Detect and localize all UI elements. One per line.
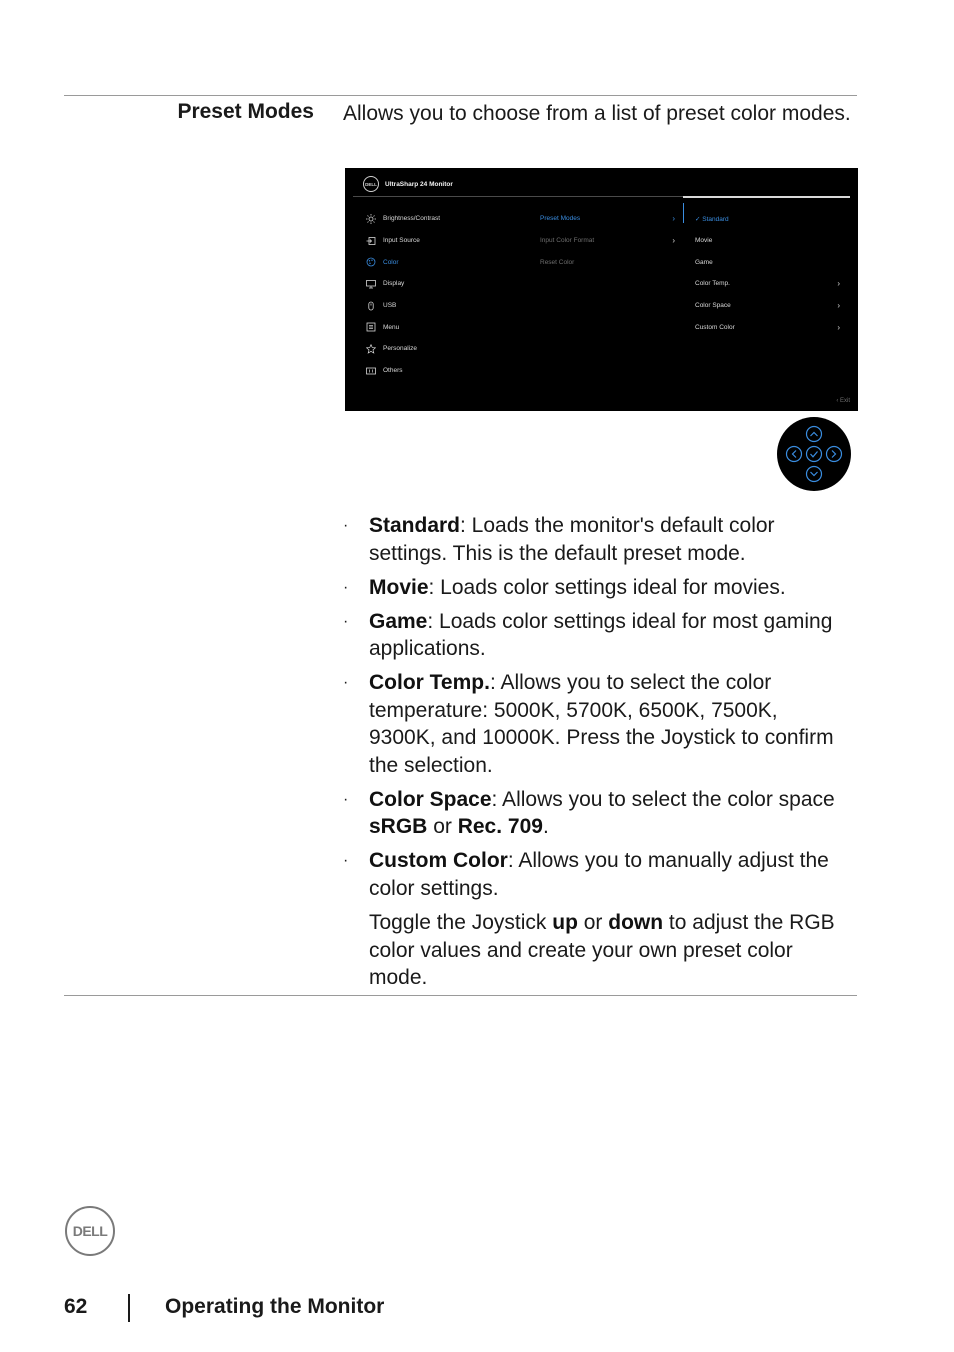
- input-source-icon: [365, 235, 376, 246]
- bullet-icon: ·: [343, 674, 349, 691]
- osd-option-game[interactable]: [695, 251, 840, 273]
- table-top-rule: [64, 95, 857, 96]
- list-item-text: or: [427, 815, 458, 838]
- osd-submenu-label: Input Color Format: [540, 237, 595, 245]
- section-title: Operating the Monitor: [165, 1295, 385, 1318]
- others-icon: [365, 365, 376, 376]
- chevron-right-icon: ›: [837, 322, 840, 332]
- osd-title: UltraSharp 24 Monitor: [385, 180, 453, 188]
- list-item-term: Standard: [369, 514, 461, 537]
- list-item-note: [369, 909, 848, 992]
- list-item-term: Movie: [369, 575, 429, 599]
- footer-separator: [128, 1294, 130, 1322]
- osd-menu-item-color[interactable]: [365, 251, 440, 273]
- list-item-text: : Loads color settings ideal for most gaming applications.: [369, 609, 833, 660]
- chevron-right-icon: ›: [672, 236, 675, 246]
- dell-logo-icon: DELL: [65, 1206, 115, 1256]
- color-palette-icon: [365, 257, 376, 268]
- list-item-color-space: [343, 786, 848, 841]
- list-item-text: .: [542, 815, 549, 838]
- list-item-custom-color: [343, 847, 848, 992]
- list-item-text: : Allows you to manually adjust the color settings.: [369, 849, 829, 900]
- osd-option-label: Game: [695, 258, 713, 266]
- osd-submenu-label: Preset Modes: [540, 215, 581, 223]
- list-item-text: : Allows you to select the color temperature: 5000K, 5700K, 6500K, 7500K, 9300K, and 10000K. Press the Joystick to confirm the selection.: [369, 671, 834, 777]
- list-item-term: Color Temp.: [369, 671, 490, 694]
- osd-menu-label: Color: [383, 258, 399, 266]
- brightness-icon: [365, 213, 376, 224]
- list-item-bold: sRGB: [369, 815, 428, 838]
- osd-option-color-space[interactable]: [695, 295, 840, 317]
- note-text: Toggle the Joystick: [369, 911, 553, 934]
- list-item-bold: Rec. 709: [457, 815, 543, 838]
- bullet-icon: ·: [343, 578, 349, 596]
- chevron-right-icon: ›: [837, 279, 840, 289]
- page-number: 62: [64, 1295, 88, 1318]
- osd-option-label: Color Temp.: [695, 280, 730, 288]
- osd-menu-item-brightness[interactable]: [365, 208, 440, 230]
- menu-icon: [365, 322, 376, 333]
- preset-modes-list: [343, 512, 848, 998]
- bullet-icon: ·: [343, 612, 349, 630]
- osd-menu-label: Menu: [383, 323, 400, 331]
- list-item-text: : Allows you to select the color space: [491, 787, 835, 811]
- osd-menu-item-usb[interactable]: [365, 295, 440, 317]
- osd-option-custom-color[interactable]: [695, 316, 840, 338]
- dell-logo-icon: DELL: [363, 176, 379, 192]
- osd-screenshot: [345, 168, 858, 411]
- osd-menu-label: Personalize: [383, 345, 417, 353]
- note-text: or: [577, 911, 609, 934]
- osd-options: [695, 208, 840, 338]
- chevron-right-icon: ›: [837, 301, 840, 311]
- list-item-term: Color Space: [369, 787, 492, 811]
- usb-icon: [365, 300, 376, 311]
- star-icon: [365, 343, 376, 354]
- osd-option-standard[interactable]: [695, 208, 840, 230]
- osd-main-menu: [365, 208, 440, 382]
- osd-header-highlight: [683, 196, 850, 198]
- list-item-term: Game: [369, 609, 428, 633]
- osd-selection-marker: [683, 203, 684, 223]
- osd-menu-item-personalize[interactable]: [365, 338, 440, 360]
- list-item-term: Custom Color: [369, 849, 508, 872]
- osd-submenu-item-reset-color[interactable]: [540, 251, 675, 273]
- display-icon: [365, 278, 376, 289]
- list-item-text: : Loads the monitor's default color settings. This is the default preset mode.: [369, 514, 775, 565]
- joystick-icon: [777, 417, 851, 491]
- list-item-color-temp: [343, 669, 848, 779]
- osd-header-divider: [353, 196, 683, 197]
- list-item-game: [343, 608, 848, 663]
- row-label: Preset Modes: [177, 100, 314, 123]
- osd-menu-item-input-source[interactable]: [365, 230, 440, 252]
- note-bold: up: [552, 911, 578, 934]
- chevron-right-icon: ›: [672, 214, 675, 224]
- check-icon: ✓: [695, 215, 701, 223]
- osd-menu-label: Others: [383, 367, 403, 375]
- osd-option-label: Custom Color: [695, 323, 735, 331]
- osd-menu-item-others[interactable]: [365, 360, 440, 382]
- bullet-icon: ·: [343, 790, 349, 808]
- note-text: to adjust the RGB color values and create your own preset color mode.: [369, 911, 835, 989]
- osd-option-movie[interactable]: [695, 230, 840, 252]
- osd-submenu-item-preset-modes[interactable]: [540, 208, 675, 230]
- list-item-standard: [343, 512, 848, 567]
- osd-menu-label: Input Source: [383, 237, 420, 245]
- bullet-icon: ·: [343, 517, 349, 534]
- osd-menu-label: Display: [383, 280, 405, 288]
- osd-option-label: Color Space: [695, 302, 731, 310]
- osd-header: [363, 176, 453, 192]
- osd-submenu: [540, 208, 675, 273]
- osd-submenu-label: Reset Color: [540, 258, 575, 266]
- note-bold: down: [608, 911, 664, 934]
- osd-exit-button[interactable]: ‹ Exit: [836, 398, 850, 404]
- list-item-text: : Loads color settings ideal for movies.: [428, 575, 786, 599]
- osd-menu-label: Brightness/Contrast: [383, 215, 441, 223]
- row-description: Allows you to choose from a list of preset color modes.: [343, 102, 851, 125]
- osd-option-label: Movie: [695, 237, 713, 245]
- list-item-movie: [343, 574, 848, 602]
- osd-option-label: Standard: [702, 215, 729, 223]
- osd-submenu-item-input-color-format[interactable]: [540, 230, 675, 252]
- osd-menu-item-display[interactable]: [365, 273, 440, 295]
- osd-menu-label: USB: [383, 302, 397, 310]
- osd-menu-item-menu[interactable]: [365, 316, 440, 338]
- bullet-icon: ·: [343, 852, 349, 869]
- osd-option-color-temp[interactable]: [695, 273, 840, 295]
